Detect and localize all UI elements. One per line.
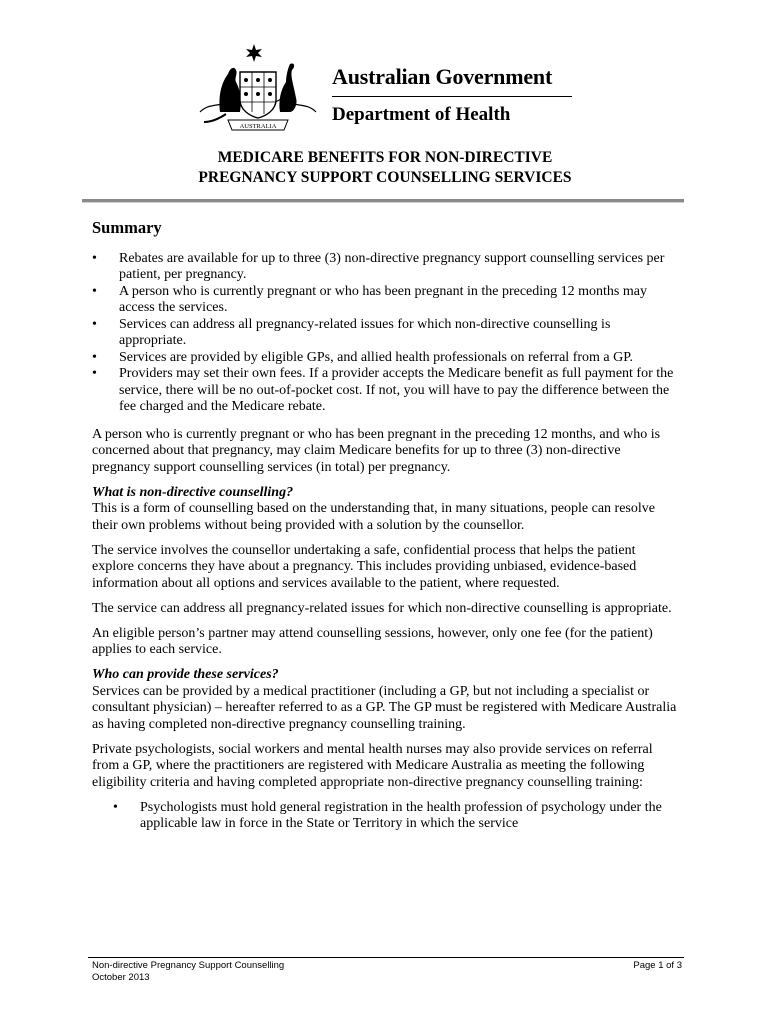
document-title xyxy=(0,148,770,188)
list-item: • A person who is currently pregnant or who has been pregnant in the preceding 12 months may access the services. xyxy=(92,283,647,315)
footer-rule xyxy=(88,957,684,958)
page-footer xyxy=(92,960,682,984)
bullet-icon: • xyxy=(92,283,97,299)
footer-doc-name: Non-directive Pregnancy Support Counselling xyxy=(92,960,285,971)
bullet-icon: • xyxy=(92,349,97,365)
coat-of-arms-logo xyxy=(190,42,326,134)
bullet-icon: • xyxy=(92,366,97,381)
footer-date: October 2013 xyxy=(92,972,150,983)
list-item: • Psychologists must hold general registration in the health profession of psychology under the applicable law in force in the State or Territory in which the service xyxy=(113,799,662,831)
page-number: Page 1 of 3 xyxy=(633,960,682,971)
document-body xyxy=(92,220,677,833)
paragraph: This is a form of counselling based on the understanding that, in many situations, people can resolve their own problems without being provided with a solution by the counsellor. xyxy=(92,501,655,533)
list-item: • Providers may set their own fees. If a provider accepts the Medicare benefit as full payment for the service, there will be no out-of-pocket cost. If not, you will have to pay the difference between the fee charged and the Medicare rebate. xyxy=(92,366,674,414)
header-rule xyxy=(332,96,572,97)
bullet-icon: • xyxy=(92,316,97,332)
title-divider xyxy=(82,199,684,203)
who-heading: Who can provide these services? xyxy=(92,667,279,682)
government-name: Australian Government xyxy=(332,64,553,89)
summary-heading: Summary xyxy=(92,218,162,237)
what-heading: What is non-directive counselling? xyxy=(92,484,294,500)
list-item: • Services are provided by eligible GPs, and allied health professionals on referral from a GP. xyxy=(92,349,633,365)
bullet-icon: • xyxy=(92,250,97,266)
paragraph: Private psychologists, social workers and mental health nurses may also provide services on referral from a GP, where the practitioners are registered with Medicare Australia as meeting the following eligibility criteria and having completed appropriate non-directive pregnancy counselling training: xyxy=(92,741,653,790)
bullet-icon: • xyxy=(113,799,118,815)
title-line-2: PREGNANCY SUPPORT COUNSELLING SERVICES xyxy=(198,169,572,186)
eligibility-list xyxy=(92,800,677,833)
summary-intro: A person who is currently pregnant or who has been pregnant in the preceding 12 months, and who is concerned about that pregnancy, may claim Medicare benefits for up to three (3) non-directive pregnancy support counselling services (in total) per pregnancy. xyxy=(92,426,661,475)
paragraph: The service can address all pregnancy-related issues for which non-directive counselling is appropriate. xyxy=(92,600,672,616)
title-line-1: MEDICARE BENEFITS FOR NON-DIRECTIVE xyxy=(217,149,553,166)
paragraph: Services can be provided by a medical practitioner (including a GP, but not including a specialist or consultant physician) – hereafter referred to as a GP. The GP must be registered with Medicare Australia as having completed non-directive pregnancy counselling training. xyxy=(92,683,677,732)
list-item: • Services can address all pregnancy-related issues for which non-directive counselling is appropriate. xyxy=(92,316,611,348)
paragraph: The service involves the counsellor undertaking a safe, confidential process that helps the patient explore concerns they have about a pregnancy. This includes providing unbiased, evidence-based information about all options and services available to the patient, where requested. xyxy=(92,542,637,591)
svg-text:AUSTRALIA: AUSTRALIA xyxy=(239,123,277,130)
department-name: Department of Health xyxy=(332,104,511,125)
list-item: • Rebates are available for up to three (3) non-directive pregnancy support counselling services per patient, per pregnancy. xyxy=(92,250,665,282)
paragraph: An eligible person’s partner may attend counselling sessions, however, only one fee (for the patient) applies to each service. xyxy=(92,625,653,657)
summary-list xyxy=(92,251,677,416)
